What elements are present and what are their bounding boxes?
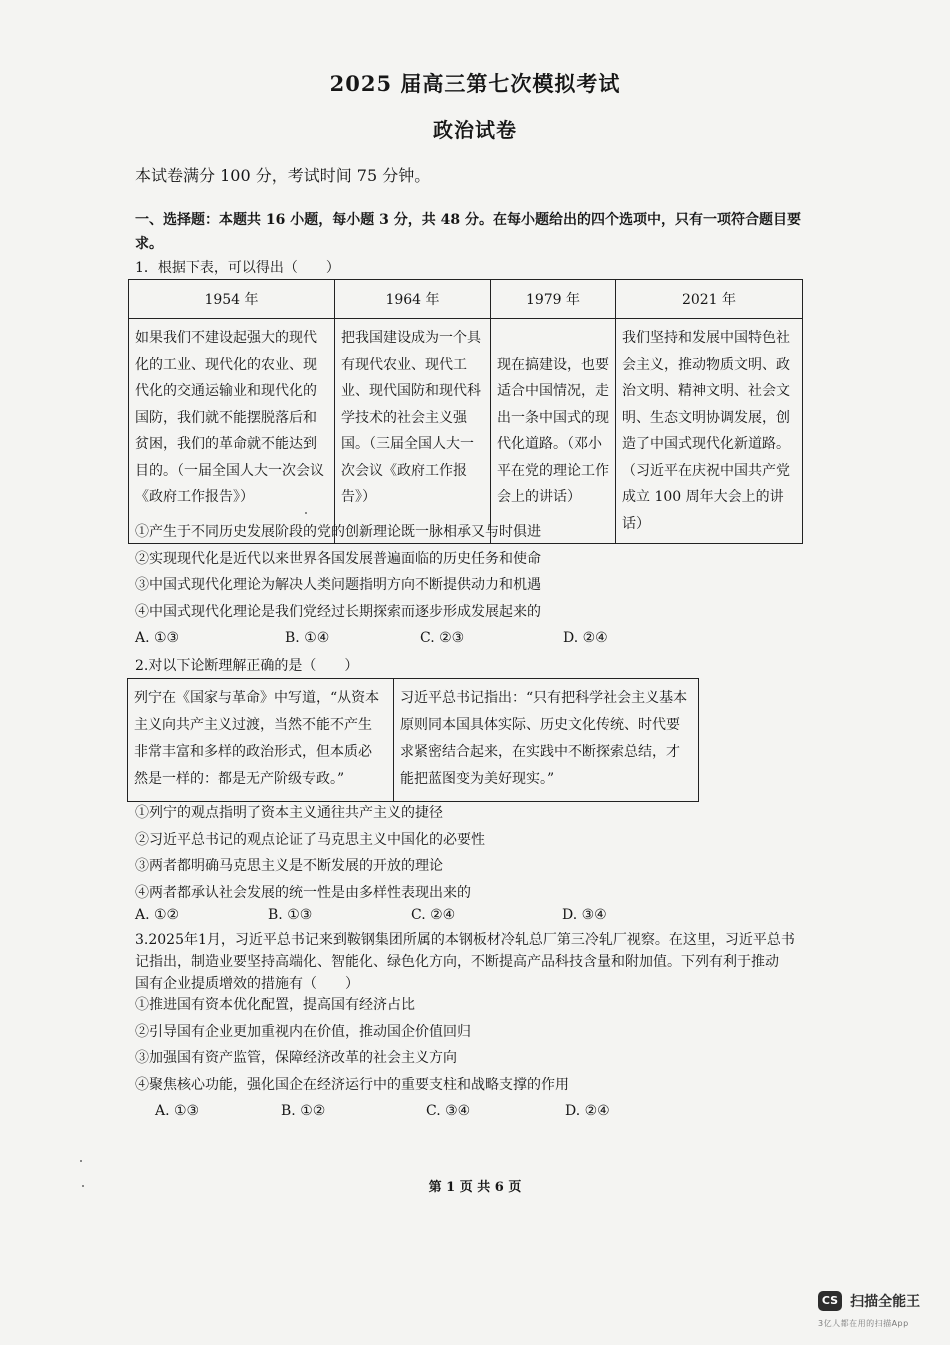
stem-line: 国有企业提质增效的措施有（ ） — [135, 976, 359, 992]
question-1-stem: 1．根据下表，可以得出（ ） — [135, 260, 340, 276]
scan-speck — [82, 1185, 84, 1187]
quote-xi: 习近平总书记指出：“只有把科学社会主义基本原则同本国具体实际、历史文化传统、时代要求紧密结合起来，在实践中不断探索总结，才能把蓝图变为美好现实。” — [394, 679, 699, 802]
table-cell-1979: 现在搞建设，也要适合中国情况，走出一条中国式的现代化道路。（邓小平在党的理论工作会上的讲话） — [491, 319, 616, 544]
subject-title: 政治试卷 — [433, 118, 517, 142]
option-item: ③中国式现代化理论为解决人类问题指明方向不断提供动力和机遇 — [135, 577, 541, 593]
choice-b[interactable]: B. ①④ — [285, 630, 330, 646]
page-footer: 第 1 页 共 6 页 — [428, 1180, 522, 1195]
camscanner-logo-icon: CS — [818, 1291, 842, 1311]
choice-d[interactable]: D. ②④ — [565, 1103, 610, 1119]
option-item: ①推进国有资本优化配置，提高国有经济占比 — [135, 997, 415, 1013]
choice-a[interactable]: A. ①③ — [135, 630, 180, 646]
option-item: ④聚焦核心功能，强化国企在经济运行中的重要支柱和战略支撑的作用 — [135, 1076, 569, 1093]
table-cell-1954: 如果我们不建设起强大的现代化的工业、现代化的农业、现代化的交通运输业和现代化的国防，我们就不能摆脱落后和贫困，我们的革命就不能达到目的。（一届全国人大一次会议《政府工作报告》） — [129, 319, 335, 544]
choice-c[interactable]: C. ②④ — [411, 907, 456, 923]
section-heading: 一、选择题：本题共 16 小题，每小题 3 分，共 48 分。在每小题给出的四个选项中，只有一项符合题目要求。 — [135, 212, 801, 252]
question-2-options — [135, 800, 485, 906]
option-item: ③两者都明确马克思主义是不断发展的开放的理论 — [135, 858, 443, 874]
watermark-tagline: 3亿人都在用的扫描App — [818, 1319, 909, 1328]
option-item: ②实现现代化是近代以来世界各国发展普遍面临的历史任务和使命 — [135, 550, 541, 567]
stem-line: 3.2025年1月，习近平总书记来到鞍钢集团所属的本钢板材冷轧总厂第三冷轧厂视察。在这里，习近平总书 — [135, 932, 795, 948]
stem-line: 记指出，制造业要坚持高端化、智能化、绿色化方向，不断提高产品科技含量和附加值。下列有利于推动 — [135, 954, 779, 970]
option-item: ③加强国有资产监管，保障经济改革的社会主义方向 — [135, 1050, 457, 1066]
exam-instructions: 本试卷满分 100 分，考试时间 75 分钟。 — [135, 166, 431, 185]
question-1-choices — [135, 630, 608, 646]
table-header-1979: 1979 年 — [491, 280, 616, 319]
question-3-options — [135, 992, 569, 1098]
choice-b[interactable]: B. ①③ — [268, 907, 313, 923]
choice-b[interactable]: B. ①② — [281, 1103, 326, 1119]
option-item: ①产生于不同历史发展阶段的党的创新理论既一脉相承又与时俱进 — [135, 524, 541, 540]
question-1-table — [128, 279, 803, 544]
table-header-2021: 2021 年 — [616, 280, 803, 319]
option-item: ④中国式现代化理论是我们党经过长期探索而逐步形成发展起来的 — [135, 603, 541, 620]
question-2-choices — [135, 907, 607, 923]
table-cell-2021: 我们坚持和发展中国特色社会主义，推动物质文明、政治文明、精神文明、社会文明、生态文明协调发展，创造了中国式现代化新道路。（习近平在庆祝中国共产党成立 100 周年大会上的讲话） — [616, 319, 803, 544]
choice-a[interactable]: A. ①② — [135, 907, 180, 923]
option-item: ①列宁的观点指明了资本主义通往共产主义的捷径 — [135, 805, 443, 821]
exam-title: 2025 届高三第七次模拟考试 — [329, 71, 621, 96]
scan-speck — [305, 512, 307, 514]
option-item: ②引导国有企业更加重视内在价值，推动国企价值回归 — [135, 1023, 471, 1040]
choice-d[interactable]: D. ②④ — [563, 630, 608, 646]
question-2-stem: 2.对以下论断理解正确的是（ ） — [135, 658, 359, 674]
table-header-1954: 1954 年 — [129, 280, 335, 319]
scanner-watermark — [818, 1290, 920, 1311]
watermark-name: 扫描全能王 — [850, 1293, 921, 1310]
quote-lenin: 列宁在《国家与革命》中写道，“从资本主义向共产主义过渡，当然不能不产生非常丰富和多样的政治形式，但本质必然是一样的：都是无产阶级专政。” — [128, 679, 394, 802]
option-item: ④两者都承认社会发展的统一性是由多样性表现出来的 — [135, 884, 471, 901]
question-2-quotes — [127, 678, 699, 802]
question-1-options — [135, 519, 541, 625]
scan-speck — [80, 1160, 82, 1162]
option-item: ②习近平总书记的观点论证了马克思主义中国化的必要性 — [135, 831, 485, 848]
choice-a[interactable]: A. ①③ — [155, 1103, 200, 1119]
table-header-1964: 1964 年 — [335, 280, 491, 319]
choice-c[interactable]: C. ②③ — [420, 630, 465, 646]
choice-c[interactable]: C. ③④ — [426, 1103, 471, 1119]
choice-d[interactable]: D. ③④ — [562, 907, 607, 923]
question-3-choices — [155, 1103, 610, 1119]
table-cell-1964: 把我国建设成为一个具有现代农业、现代工业、现代国防和现代科学技术的社会主义强国。（三届全国人大一次会议《政府工作报告》） — [335, 319, 491, 544]
question-3-stem — [135, 929, 815, 995]
